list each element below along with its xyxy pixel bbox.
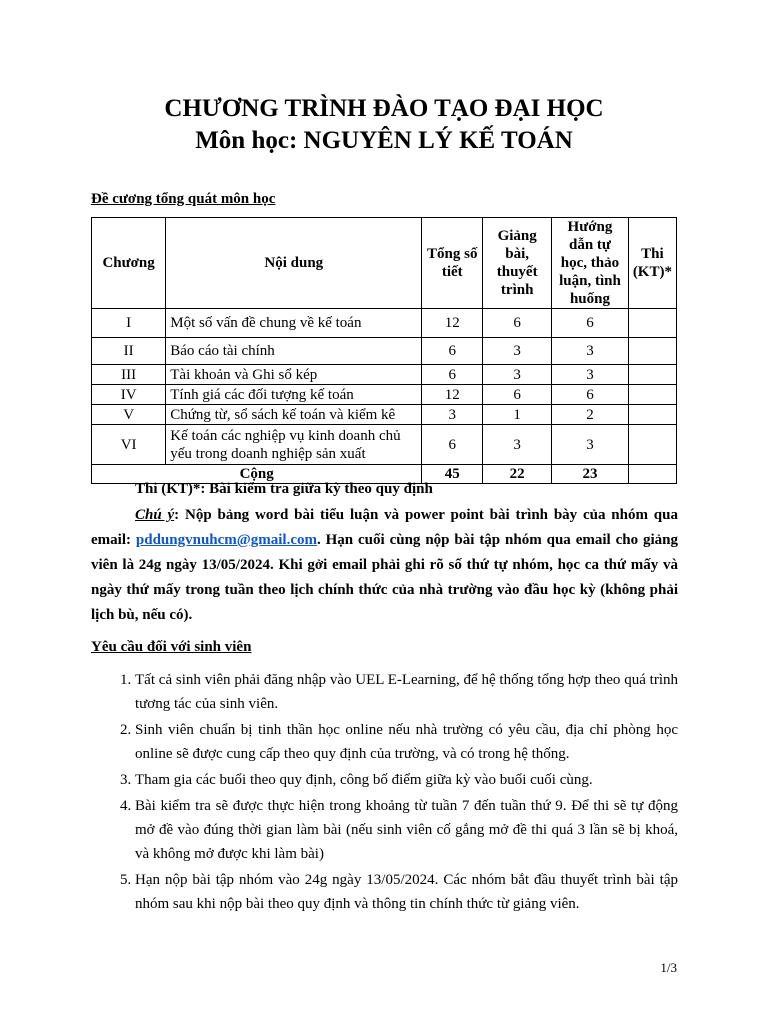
outline-heading: Đề cương tổng quát môn học [91, 191, 276, 207]
exam-cell [628, 309, 676, 338]
col-header-total: Tổng số tiết [422, 218, 483, 309]
lecture-cell: 3 [483, 425, 552, 465]
total-cell: 6 [422, 365, 483, 385]
guided-cell: 2 [552, 405, 629, 425]
chapter-cell: V [92, 405, 166, 425]
guided-sum-cell: 23 [552, 465, 629, 484]
lecture-cell: 6 [483, 385, 552, 405]
total-cell: 3 [422, 405, 483, 425]
guided-cell: 3 [552, 425, 629, 465]
total-cell: 12 [422, 385, 483, 405]
total-cell: 6 [422, 425, 483, 465]
exam-cell [628, 365, 676, 385]
guided-cell: 6 [552, 309, 629, 338]
content-cell: Một số vấn đề chung về kế toán [166, 309, 422, 338]
attention-text-2: . Hạn cuối cùng nộp bài tập nhóm qua email cho giảng viên là 24g ngày 13/05/2024. Khi gởi email phải ghi rõ số thứ tự nhóm, học ca thứ mấy và ngày thứ mấy trong tuần theo lịch chính thức của nhà trường vào đầu học kỳ (không phải lịch bù, nếu có). [91, 532, 679, 623]
chapter-cell: III [92, 365, 166, 385]
attention-label: Chú ý [135, 507, 175, 523]
table-header-row [92, 218, 677, 309]
list-item: 1. Tất cả sinh viên phải đăng nhập vào UEL E-Learning, để hệ thống tổng hợp theo quá trình tương tác của sinh viên. [135, 668, 678, 716]
col-header-guided: Hướng dẫn tự học, thảo luận, tình huống [552, 218, 629, 309]
exam-note: Thi (KT)*: Bài kiểm tra giữa kỳ theo quy định [135, 481, 433, 497]
table-row [92, 405, 677, 425]
lecture-sum-cell: 22 [483, 465, 552, 484]
table-row [92, 338, 677, 365]
table-row [92, 309, 677, 338]
total-cell: 6 [422, 338, 483, 365]
content-cell: Tính giá các đối tượng kế toán [166, 385, 422, 405]
chapter-cell: IV [92, 385, 166, 405]
page-number: 1/3 [660, 960, 677, 975]
requirements-heading: Yêu cầu đối với sinh viên [91, 639, 252, 655]
guided-cell: 3 [552, 365, 629, 385]
exam-cell [628, 385, 676, 405]
content-cell: Chứng từ, sổ sách kế toán và kiểm kê [166, 405, 422, 425]
guided-cell: 6 [552, 385, 629, 405]
exam-cell [628, 425, 676, 465]
table-row [92, 425, 677, 465]
col-header-exam: Thi (KT)* [628, 218, 676, 309]
col-header-content: Nội dung [166, 218, 422, 309]
email-link[interactable]: pddungvnuhcm@gmail.com [135, 532, 317, 548]
list-item: 2. Sinh viên chuẩn bị tinh thần học online nếu nhà trường có yêu cầu, địa chỉ phòng học online sẽ được cung cấp theo quy định của trường, và có trong hệ thống. [135, 718, 678, 766]
list-item: 3. Tham gia các buổi theo quy định, công bố điểm giữa kỳ vào buổi cuối cùng. [135, 768, 678, 792]
exam-cell [628, 338, 676, 365]
lecture-cell: 3 [483, 365, 552, 385]
attention-colon: : [174, 507, 185, 523]
chapter-cell: I [92, 309, 166, 338]
content-cell: Kế toán các nghiệp vụ kinh doanh chủ yếu trong doanh nghiệp sản xuất [166, 425, 422, 465]
table-row [92, 385, 677, 405]
exam-cell [628, 405, 676, 425]
content-cell: Tài khoản và Ghi sổ kép [166, 365, 422, 385]
chapter-cell: VI [92, 425, 166, 465]
requirements-list [91, 668, 678, 918]
total-label-cell: Cộng [92, 465, 422, 484]
content-cell: Báo cáo tài chính [166, 338, 422, 365]
attention-note [91, 503, 678, 628]
chapter-cell: II [92, 338, 166, 365]
document-title: CHƯƠNG TRÌNH ĐÀO TẠO ĐẠI HỌC [164, 95, 604, 122]
guided-cell: 3 [552, 338, 629, 365]
total-sum-cell: 45 [422, 465, 483, 484]
attention-text-1: Nộp bảng word bài tiểu luận và power point bài trình bày của nhóm qua email: [91, 507, 678, 548]
lecture-cell: 3 [483, 338, 552, 365]
list-item: 4. Bài kiểm tra sẽ được thực hiện trong khoảng từ tuần 7 đến tuần thứ 9. Để thi sẽ tự động mở đề vào đúng thời gian làm bài (nếu sinh viên cố gắng mở đề thi quá 3 lần sẽ bị khoá, và không mở được khi làm bài) [135, 794, 678, 866]
list-item: 5. Hạn nộp bài tập nhóm vào 24g ngày 13/05/2024. Các nhóm bắt đầu thuyết trình bài tập nhóm sau khi nộp bài theo quy định và thông tin chính thức từ giảng viên. [135, 868, 678, 916]
lecture-cell: 6 [483, 309, 552, 338]
total-cell: 12 [422, 309, 483, 338]
course-outline-table [91, 217, 677, 484]
col-header-lecture: Giảng bài, thuyết trình [483, 218, 552, 309]
lecture-cell: 1 [483, 405, 552, 425]
course-title: Môn học: NGUYÊN LÝ KẾ TOÁN [195, 127, 573, 154]
table-row [92, 365, 677, 385]
col-header-chapter: Chương [92, 218, 166, 309]
